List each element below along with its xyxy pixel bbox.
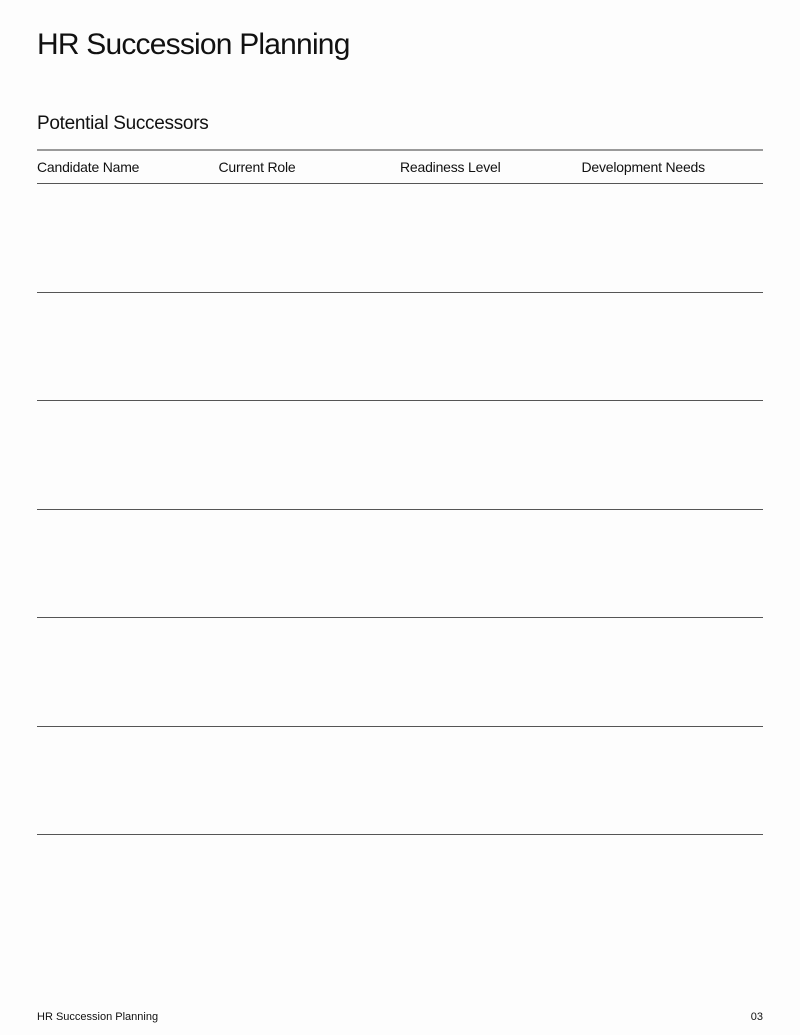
table-row (37, 727, 763, 836)
table-row (37, 401, 763, 510)
table-cell[interactable] (37, 510, 219, 618)
table-header (37, 151, 763, 184)
table-cell[interactable] (219, 727, 401, 835)
table-row (37, 510, 763, 619)
table-cell[interactable] (400, 510, 582, 618)
section-title: Potential Successors (37, 113, 209, 134)
table-cell[interactable] (37, 727, 219, 835)
column-header-readiness-level: Readiness Level (400, 159, 501, 175)
table-cell[interactable] (582, 618, 764, 726)
table-row (37, 184, 763, 293)
table-cell[interactable] (219, 401, 401, 509)
successors-table (37, 149, 763, 835)
table-cell[interactable] (219, 184, 401, 292)
page-title: HR Succession Planning (37, 28, 350, 61)
table-row (37, 293, 763, 402)
table-cell[interactable] (37, 401, 219, 509)
table-cell[interactable] (400, 618, 582, 726)
column-header-development-needs: Development Needs (581, 159, 705, 175)
table-cell[interactable] (582, 401, 764, 509)
column-header-current-role: Current Role (218, 159, 296, 175)
table-cell[interactable] (37, 184, 219, 292)
table-row (37, 618, 763, 727)
table-cell[interactable] (400, 184, 582, 292)
table-cell[interactable] (219, 510, 401, 618)
table-cell[interactable] (582, 184, 764, 292)
table-cell[interactable] (219, 293, 401, 401)
table-cell[interactable] (400, 727, 582, 835)
table-cell[interactable] (400, 401, 582, 509)
table-cell[interactable] (219, 618, 401, 726)
table-cell[interactable] (37, 618, 219, 726)
table-cell[interactable] (582, 510, 764, 618)
page-number: 03 (750, 1011, 763, 1023)
column-header-candidate-name: Candidate Name (37, 159, 140, 175)
table-cell[interactable] (582, 293, 764, 401)
table-body (37, 184, 763, 835)
table-cell[interactable] (582, 727, 764, 835)
table-cell[interactable] (400, 293, 582, 401)
footer-doc-title: HR Succession Planning (37, 1011, 159, 1023)
table-cell[interactable] (37, 293, 219, 401)
